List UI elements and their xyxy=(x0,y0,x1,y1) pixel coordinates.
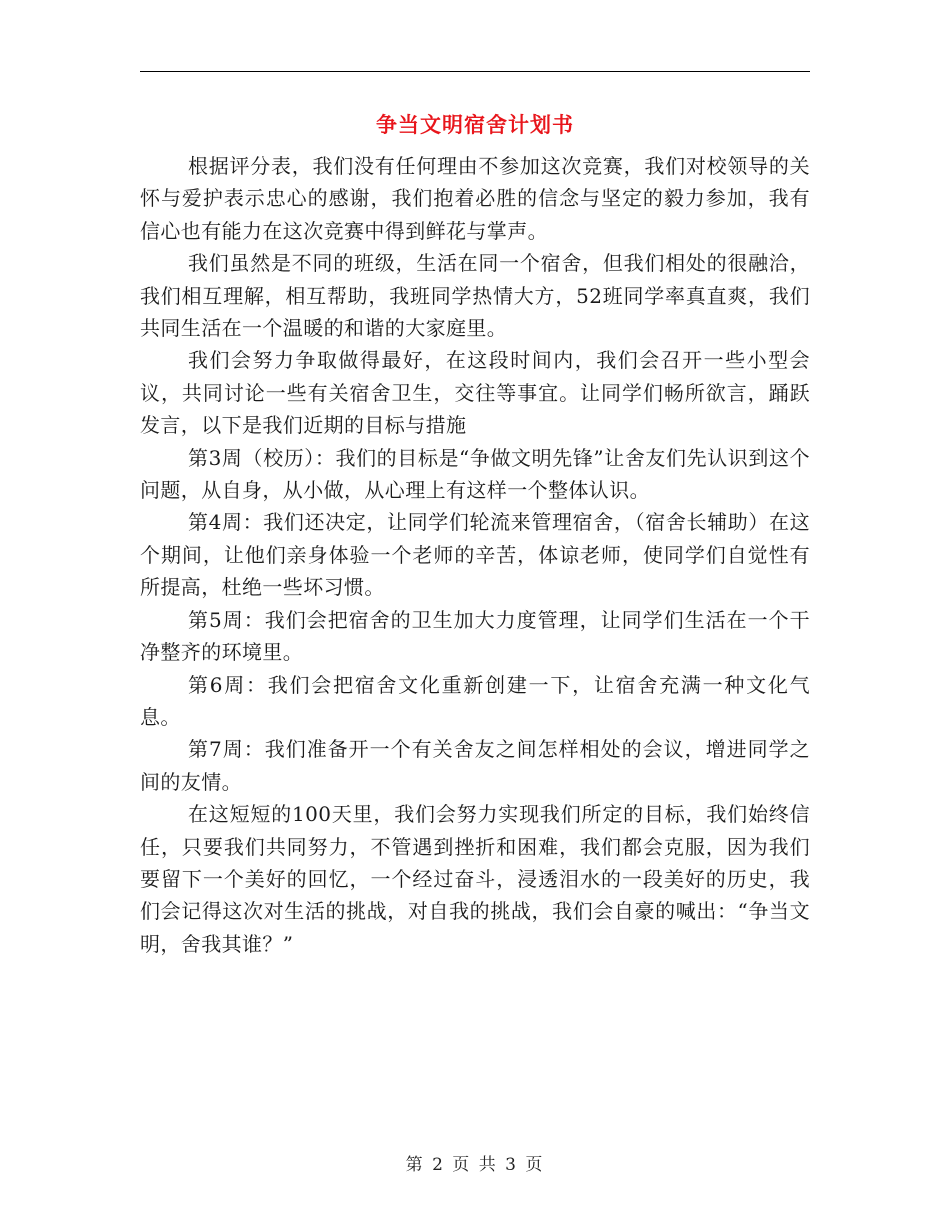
paragraph: 第6周：我们会把宿舍文化重新创建一下，让宿舍充满一种文化气息。 xyxy=(140,672,810,729)
paragraph: 第7周：我们准备开一个有关舍友之间怎样相处的会议，增进同学之间的友情。 xyxy=(140,737,810,794)
document-body xyxy=(140,150,810,960)
paragraph: 根据评分表，我们没有任何理由不参加这次竞赛，我们对校领导的关怀与爱护表示忠心的感谢，我们抱着必胜的信念与坚定的毅力参加，我有信心也有能力在这次竞赛中得到鲜花与掌声。 xyxy=(140,154,810,243)
paragraph: 第4周：我们还决定，让同学们轮流来管理宿舍，（宿舍长辅助）在这个期间，让他们亲身体验一个老师的辛苦，体谅老师，使同学们自觉性有所提高，杜绝一些坏习惯。 xyxy=(140,510,810,600)
document-title: 争当文明宿舍计划书 xyxy=(376,112,574,137)
paragraph: 第5周：我们会把宿舍的卫生加大力度管理，让同学们生活在一个干净整齐的环境里。 xyxy=(140,607,810,665)
paragraph: 第3周（校历）：我们的目标是“争做文明先锋”让舍友们先认识到这个问题，从自身，从小做，从心理上有这样一个整体认识。 xyxy=(140,445,810,503)
page-number: 第 2 页 共 3 页 xyxy=(405,1155,545,1175)
paragraph: 我们会努力争取做得最好，在这段时间内，我们会召开一些小型会议，共同讨论一些有关宿舍卫生，交往等事宜。让同学们畅所欲言，踊跃发言，以下是我们近期的目标与措施 xyxy=(140,348,810,438)
header-rule xyxy=(140,71,810,72)
paragraph: 在这短短的100天里，我们会努力实现我们所定的目标，我们始终信任，只要我们共同努力，不管遇到挫折和困难，我们都会克服，因为我们要留下一个美好的回忆，一个经过奋斗，浸透泪水的一段美好的历史，我们会记得这次对生活的挑战，对自我的挑战，我们会自豪的喊出：“争当文明，舍我其谁？” xyxy=(140,802,810,956)
paragraph: 我们虽然是不同的班级，生活在同一个宿舍，但我们相处的很融洽，我们相互理解，相互帮助，我班同学热情大方，52班同学率真直爽，我们共同生活在一个温暖的和谐的大家庭里。 xyxy=(140,251,810,341)
